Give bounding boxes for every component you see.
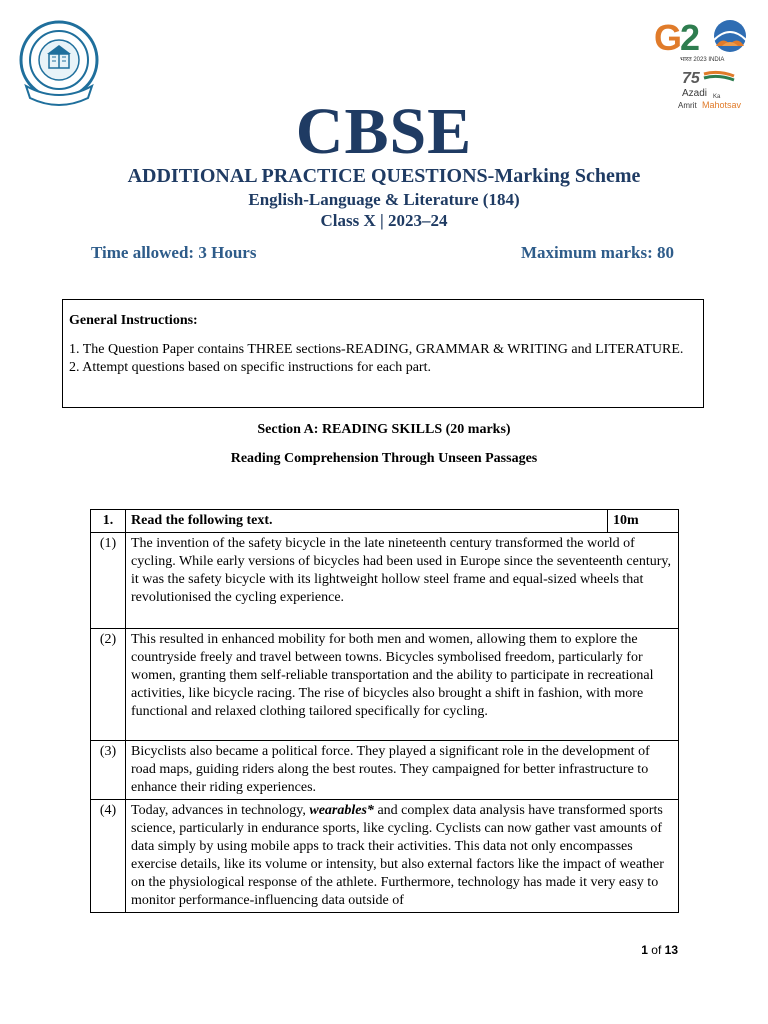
- svg-text:Ka: Ka: [713, 94, 721, 100]
- question-number: 1.: [91, 510, 126, 533]
- table-row: [91, 629, 679, 741]
- paragraph-text-end: and complex data analysis have transformed sports science, particularly in endurance sports, like cycling. Cyclists can now gather vast amounts of data simply by using mobile apps to track their activities. This data not only encompasses exercise details, like its volume or intensity, but also external factors like the impact of weather on the physiological response of the athlete. Furthermore, technology has made it very easy to monitor performance-influencing data outside of: [131, 803, 664, 908]
- question-marks: 10m: [608, 510, 679, 533]
- paragraph-text: [126, 800, 679, 913]
- instruction-item: 2. Attempt questions based on specific instructions for each part.: [69, 360, 431, 375]
- paragraph-text: Bicyclists also became a political force. They played a significant role in the development of road maps, guiding riders along the best routes. They campaigned for better infrastructure to enhance their riding experiences.: [126, 741, 679, 800]
- time-allowed: Time allowed: 3 Hours: [91, 243, 257, 262]
- paragraph-label: (1): [91, 533, 126, 629]
- section-subheading: Reading Comprehension Through Unseen Passages: [230, 451, 538, 466]
- paragraph-label: (3): [91, 741, 126, 800]
- instruction-item: 1. The Question Paper contains THREE sections-READING, GRAMMAR & WRITING and LITERATURE.: [69, 342, 684, 357]
- subject-line: English-Language & Literature (184): [248, 190, 520, 209]
- table-row: [91, 800, 679, 913]
- question-instruction: Read the following text.: [126, 510, 608, 533]
- page-title: CBSE: [295, 95, 473, 168]
- paragraph-text: This resulted in enhanced mobility for both men and women, allowing them to explore the countryside freely and travel between towns. Bicycles symbolised freedom, particularly for women, granting them self-reliable transportation and the ability to participate in recreational activities, like bicycle racing. The rise of bicycles also brought a shift in fashion, with more functional and relaxed clothing tailored specifically for cycling.: [126, 629, 679, 741]
- section-heading: Section A: READING SKILLS (20 marks): [257, 422, 511, 437]
- general-instructions-box: [62, 299, 704, 408]
- svg-text:Mahotsav: Mahotsav: [702, 100, 742, 110]
- class-line: Class X | 2023–24: [320, 211, 448, 230]
- page-total: 13: [664, 943, 678, 957]
- svg-text:Azadi: Azadi: [682, 88, 708, 99]
- table-row: [91, 741, 679, 800]
- svg-text:2: 2: [680, 17, 701, 58]
- maximum-marks: Maximum marks: 80: [521, 243, 674, 262]
- svg-text:G: G: [654, 17, 683, 58]
- emphasized-term: wearables*: [309, 803, 374, 818]
- paragraph-label: (2): [91, 629, 126, 741]
- paragraph-text-start: Today, advances in technology,: [131, 803, 310, 818]
- svg-text:Amrit: Amrit: [678, 101, 697, 110]
- document-subtitle: ADDITIONAL PRACTICE QUESTIONS-Marking Scheme: [127, 165, 641, 187]
- paragraph-text: The invention of the safety bicycle in the late nineteenth century transformed the world of cycling. While early versions of bicycles had been used in Europe since the seventeenth century, it was the safety bicycle with its lightweight hollow steel frame and equal-sized wheels that revolutionised the cycling experience.: [126, 533, 679, 629]
- general-instructions-title: General Instructions:: [69, 313, 198, 328]
- paragraph-label: (4): [91, 800, 126, 913]
- page-of: of: [651, 943, 662, 957]
- table-header-row: [91, 510, 679, 533]
- page-number: [641, 942, 678, 958]
- table-row: [91, 533, 679, 629]
- passage-table: [90, 509, 679, 913]
- g20-subtext: भारत 2023 INDIA: [680, 57, 725, 63]
- page-current: 1: [641, 943, 648, 957]
- svg-text:75: 75: [682, 70, 700, 87]
